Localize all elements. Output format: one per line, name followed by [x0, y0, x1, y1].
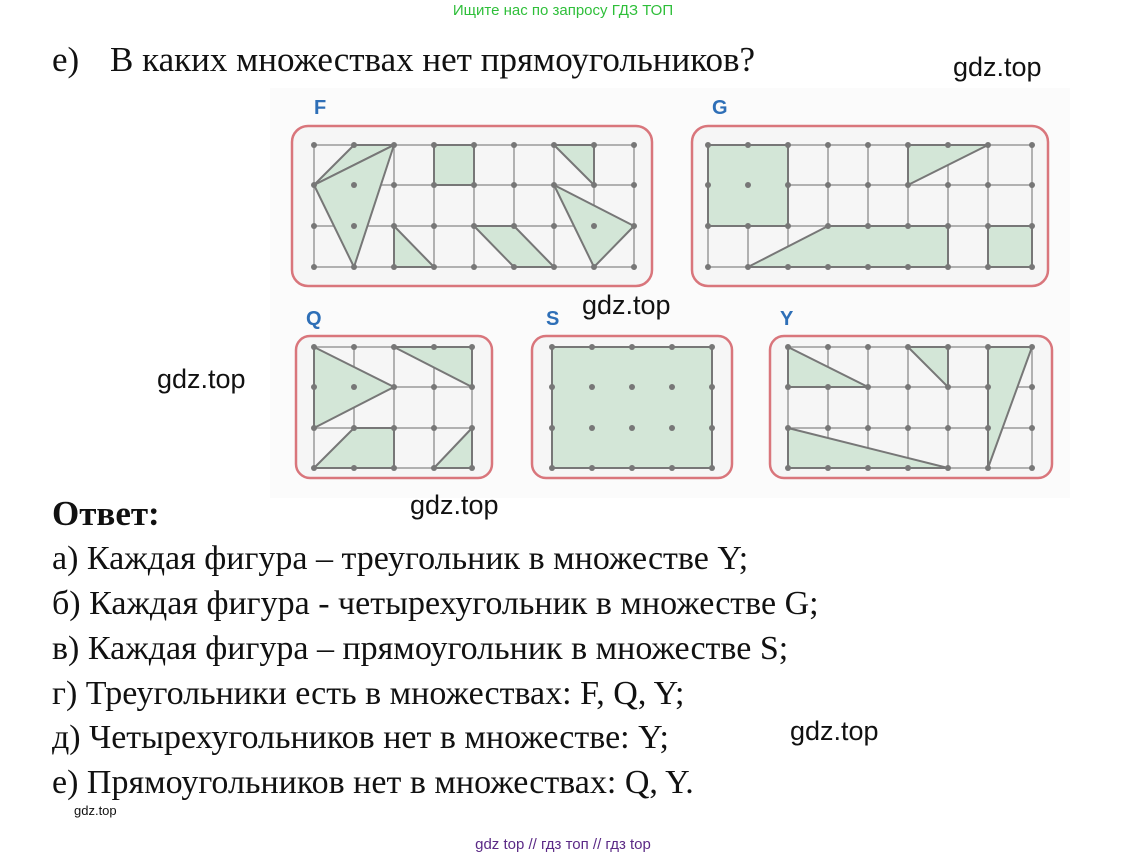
grid-dot [705, 223, 711, 229]
grid-dot [351, 182, 357, 188]
set-y [770, 308, 1052, 478]
watermark: gdz.top [790, 716, 879, 746]
grid-dot [945, 223, 951, 229]
grid-dot [945, 384, 951, 390]
set-q [296, 308, 492, 478]
grid-dot [391, 223, 397, 229]
grid-dot [471, 142, 477, 148]
grid-dot [865, 344, 871, 350]
grid-dot [985, 223, 991, 229]
grid-dot [825, 425, 831, 431]
grid-dot [391, 465, 397, 471]
grid-dot [591, 264, 597, 270]
grid-dot [985, 425, 991, 431]
grid-dot [631, 223, 637, 229]
answer-line-d: д) Четырехугольников нет в множестве: Y; [52, 719, 669, 756]
question-label: е) [52, 40, 80, 79]
grid-dot [431, 182, 437, 188]
watermark: gdz.top [582, 290, 671, 320]
grid-dot [469, 384, 475, 390]
grid-dot [1029, 142, 1035, 148]
grid-dot [431, 465, 437, 471]
grid-dot [551, 142, 557, 148]
grid-dot [709, 465, 715, 471]
grid-dot [311, 425, 317, 431]
grid-dot [469, 465, 475, 471]
grid-dot [589, 344, 595, 350]
grid-dot [1029, 425, 1035, 431]
grid-dot [905, 465, 911, 471]
grid-dot [391, 264, 397, 270]
grid-dot [705, 142, 711, 148]
grid-dot [745, 182, 751, 188]
grid-dot [311, 142, 317, 148]
grid-dot [825, 344, 831, 350]
grid-dot [631, 182, 637, 188]
grid-dot [1029, 465, 1035, 471]
grid-dot [825, 384, 831, 390]
watermark: gdz.top [157, 364, 246, 394]
grid-dot [431, 264, 437, 270]
grid-dot [669, 344, 675, 350]
grid-dot [471, 264, 477, 270]
grid-dot [709, 344, 715, 350]
question-text: В каких множествах нет прямоугольников? [110, 40, 756, 79]
set-y-label: Y [780, 308, 794, 330]
set-f-label: F [314, 97, 327, 119]
grid-dot [551, 182, 557, 188]
grid-dot [905, 384, 911, 390]
grid-dot [391, 384, 397, 390]
grid-dot [511, 142, 517, 148]
grid-dot [551, 223, 557, 229]
grid-dot [905, 223, 911, 229]
grid-dot [985, 142, 991, 148]
grid-dot [1029, 182, 1035, 188]
grid-dot [391, 425, 397, 431]
grid-dot [591, 182, 597, 188]
grid-dot [351, 264, 357, 270]
grid-dot [549, 344, 555, 350]
grid-dot [431, 425, 437, 431]
grid-dot [865, 465, 871, 471]
grid-dot [669, 465, 675, 471]
grid-dot [391, 344, 397, 350]
grid-dot [865, 182, 871, 188]
grid-dot [945, 182, 951, 188]
grid-dot [311, 223, 317, 229]
grid-dot [785, 182, 791, 188]
grid-dot [311, 264, 317, 270]
grid-dot [985, 465, 991, 471]
answer-line-g: г) Треугольники есть в множествах: F, Q, Y; [52, 675, 685, 712]
grid-dot [669, 384, 675, 390]
grid-dot [985, 344, 991, 350]
grid-dot [431, 142, 437, 148]
answer-heading: Ответ: [52, 494, 160, 533]
grid-dot [825, 223, 831, 229]
grid-dot [905, 425, 911, 431]
answer-line-b: б) Каждая фигура - четырехугольник в множестве G; [52, 585, 819, 622]
grid-dot [511, 182, 517, 188]
grid-dot [591, 142, 597, 148]
grid-dot [589, 384, 595, 390]
grid-dot [985, 384, 991, 390]
question [52, 40, 755, 80]
grid-dot [549, 384, 555, 390]
grid-dot [351, 465, 357, 471]
answer-line-v: в) Каждая фигура – прямоугольник в множестве S; [52, 630, 789, 667]
grid-dot [745, 142, 751, 148]
grid-dot [785, 142, 791, 148]
set-f [292, 97, 652, 286]
grid-dot [945, 425, 951, 431]
grid-dot [311, 344, 317, 350]
grid-dot [351, 384, 357, 390]
grid-dot [945, 344, 951, 350]
grid-dot [311, 465, 317, 471]
grid-dot [589, 425, 595, 431]
grid-dot [825, 264, 831, 270]
grid-dot [431, 344, 437, 350]
grid-dot [745, 223, 751, 229]
answer-line-a: а) Каждая фигура – треугольник в множестве Y; [52, 540, 749, 577]
grid-dot [1029, 223, 1035, 229]
grid-dot [549, 425, 555, 431]
grid-dot [629, 384, 635, 390]
answer-line-e: е) Прямоугольников нет в множествах: Q, Y. [52, 764, 694, 801]
grid-dot [865, 425, 871, 431]
grid-dot [945, 142, 951, 148]
grid-dot [865, 384, 871, 390]
grid-dot [511, 264, 517, 270]
grid-dot [785, 425, 791, 431]
grid-dot [629, 425, 635, 431]
grid-dot [351, 425, 357, 431]
grid-dot [705, 182, 711, 188]
grid-dot [431, 223, 437, 229]
grid-dot [631, 264, 637, 270]
grid-dot [905, 182, 911, 188]
grid-dot [865, 264, 871, 270]
grid-dot [471, 182, 477, 188]
set-g [692, 97, 1048, 286]
grid-dot [629, 465, 635, 471]
grid-dot [785, 264, 791, 270]
grid-dot [985, 264, 991, 270]
grid-dot [351, 223, 357, 229]
search-banner: Ищите нас по запросу ГДЗ ТОП [452, 2, 674, 19]
set-s [532, 308, 732, 478]
grid-dot [391, 142, 397, 148]
grid-dot [351, 142, 357, 148]
grid-dot [469, 425, 475, 431]
watermark-small: gdz.top [74, 803, 117, 818]
grid-dot [431, 384, 437, 390]
grid-dot [311, 182, 317, 188]
grid-dot [905, 344, 911, 350]
set-g-label: G [712, 97, 728, 119]
grid-dot [629, 344, 635, 350]
grid-dot [985, 182, 991, 188]
grid-dot [705, 264, 711, 270]
grid-dot [549, 465, 555, 471]
grid-dot [591, 223, 597, 229]
grid-dot [785, 465, 791, 471]
grid-dot [709, 425, 715, 431]
grid-dot [311, 384, 317, 390]
grid-dot [785, 344, 791, 350]
grid-dot [1029, 384, 1035, 390]
grid-dot [745, 264, 751, 270]
set-q-label: Q [306, 308, 322, 330]
grid-dot [709, 384, 715, 390]
watermark: gdz.top [410, 490, 499, 520]
grid-dot [669, 425, 675, 431]
grid-dot [391, 182, 397, 188]
grid-dot [631, 142, 637, 148]
grid-dot [1029, 264, 1035, 270]
footer: gdz top // гдз топ // гдз top [475, 836, 651, 853]
grid-dot [945, 264, 951, 270]
grid-dot [785, 384, 791, 390]
grid-dot [469, 344, 475, 350]
grid-dot [351, 344, 357, 350]
set-s-label: S [546, 308, 560, 330]
grid-dot [865, 223, 871, 229]
grid-dot [551, 264, 557, 270]
grid-dot [905, 264, 911, 270]
grid-dot [865, 142, 871, 148]
grid-dot [785, 223, 791, 229]
grid-dot [825, 182, 831, 188]
grid-dot [471, 223, 477, 229]
watermark: gdz.top [953, 52, 1042, 82]
grid-dot [589, 465, 595, 471]
grid-dot [825, 142, 831, 148]
grid-dot [945, 465, 951, 471]
grid-dot [511, 223, 517, 229]
grid-dot [1029, 344, 1035, 350]
grid-dot [905, 142, 911, 148]
grid-dot [825, 465, 831, 471]
